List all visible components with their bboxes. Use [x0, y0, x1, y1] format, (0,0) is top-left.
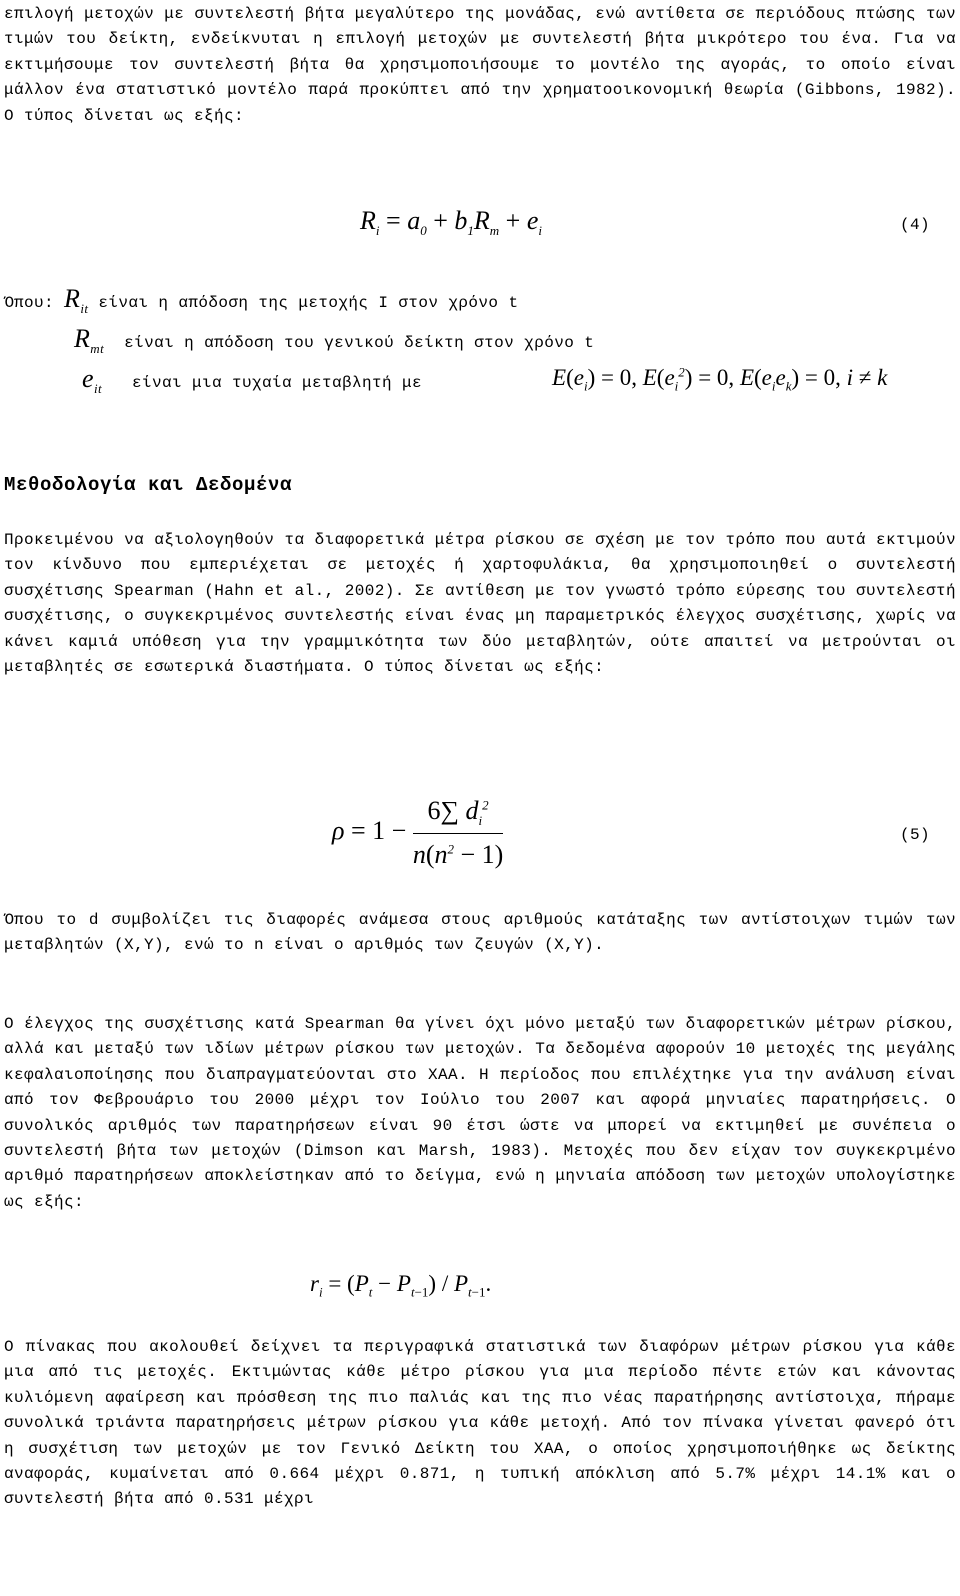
- paragraph-market-model-intro: επιλογή μετοχών με συντελεστή βήτα μεγαλύτερο της μονάδας, ενώ αντίθετα σε περιόδους πτώσης των τιμών του δείκτη, ενδείκνυται η επιλογή μετοχών με συντελεστή βήτα μικρότερο του ένα. Για να εκτιμήσουμε τον συντελεστή βήτα θα χρησιμοποιήσουμε το μοντέλο της αγοράς, το οποίο είναι μάλλον ένα στατιστικό μοντέλο παρά προκύπτει από την χρηματοοικονομική θεωρία (Gibbons, 1982). Ο τύπος δίνεται ως εξής:: [4, 5, 956, 125]
- equation-5-fraction: $\frac{6\sum d_i^2}{n(n^2 - 1)}$: [412, 796, 504, 870]
- definition-rmt: [74, 324, 954, 357]
- symbol-eit: $e_{it}$: [82, 364, 102, 397]
- paragraph-descriptive-stats: Ο πίνακας που ακολουθεί δείχνει τα περιγραφικά στατιστικά των διαφόρων μέτρων ρίσκου για κάθε μια από τις μετοχές. Εκτιμώντας κάθε μέτρο ρίσκου για μια περίοδο πέντε ετών και κάνοντας κυλιόμενη αφαίρεση και πρόσθεση της πιο παλιάς και της πιο νέας παρατήρησης αντίστοιχα, πήραμε συνολικά τριάντα παρατηρήσεις μέτρων ρίσκου για κάθε μετοχή. Από τον πίνακα γίνεται φανερό ότι η συσχέτιση των μετοχών με τον Γενικό Δείκτη του ΧΑΑ, ο οποίος χρησιμοποιήθηκε ως δείκτης αναφοράς, κυμαίνεται από 0.664 μέχρι 0.871, η τυπική απόκλιση από 5.7% μέχρι 14.1% και ο συντελεστή βήτα από 0.531 μέχρι: [4, 1338, 956, 1509]
- paragraph-data-description: Ο έλεγχος της συσχέτισης κατά Spearman θα γίνει όχι μόνο μεταξύ των διαφορετικών μέτρων ρίσκου, αλλά και μεταξύ των ιδίων μέτρων ρίσκου των μετοχών. Τα δεδομένα αφορούν 10 μετοχές της μεγάλης κεφαλαιοποίησης που διαπραγματεύονται στο ΧΑΑ. Η περίοδος που επιλέχτηκε για την ανάλυση είναι από τον Φεβρουάριο του 2000 μέχρι τον Ιούλιο του 2007 και αφορά μηνιαίες παρατηρήσεις. Ο συνολικός αριθμός των παρατηρήσεων είναι 90 έτσι ώστε να μπορεί να εκτιμηθεί με συνέπεια ο συντελεστή βήτα των μετοχών (Dimson και Marsh, 1983). Μετοχές που δεν είχαν τον συγκεκριμένο αριθμό παρατηρήσεων αποκλείστηκαν από το δείγμα, ενώ η μηνιαία απόδοση των μετοχών υπολογίστηκε ως εξής:: [4, 1015, 956, 1211]
- equation-4-formula: $R_i = a_0 + b_1R_m + e_i$: [360, 206, 542, 239]
- paragraph-d-definition: Όπου το d συμβολίζει τις διαφορές ανάμεσα στους αριθμούς κατάταξης των αντίστοιχων τιμών των μεταβλητών (X,Y), ενώ το n είναι ο αριθμός των ζευγών (X,Y).: [4, 911, 956, 955]
- error-term-formula: $E(e_i) = 0$, $E(e_i^2) = 0$, $E(e_ie_k) = 0$, i ≠ k: [552, 364, 888, 394]
- symbol-rmt: $R_{mt}$: [74, 324, 105, 357]
- definition-intro: Όπου:: [4, 294, 55, 312]
- paragraph-spearman-intro: Προκειμένου να αξιολογηθούν τα διαφορετικά μέτρα ρίσκου σε σχέση με τον τρόπο που αυτά εκτιμούν τον κίνδυνο που εμπεριέχεται σε μετοχές ή χαρτοφυλάκια, θα χρησιμοποιηθεί ο συντελεστή συσχέτισης Spearman (Hahn et al., 2002). Σε αντίθεση με τον γνωστό τρόπο εύρεσης του συντελεστή συσχέτισης, ο συγκεκριμένος συντελεστής είναι ένας μη παραμετρικός έλεγχος συσχέτισης, χωρίς να κάνει καμιά υπόθεση για την γραμμικότητα των δύο μεταβλητών, ούτε απαιτεί να μετρούνται οι μεταβλητές σε εσωτερικά διαστήματα. Ο τύπος δίνεται ως εξής:: [4, 531, 956, 677]
- equation-5: [332, 796, 503, 870]
- equation-4-number: (4): [900, 216, 931, 234]
- equation-4: [360, 206, 542, 239]
- return-formula-text: $r_i = (P_t - P_{t-1}) / P_{t-1}$.: [310, 1271, 492, 1300]
- definition-rit: [4, 284, 956, 317]
- definition-rit-text: είναι η απόδοση της μετοχής Ι στον χρόνο t: [98, 294, 519, 312]
- symbol-rit: $R_{it}$: [64, 284, 89, 317]
- return-formula: [310, 1271, 491, 1301]
- error-term-conditions: [552, 364, 887, 394]
- equation-5-number: (5): [900, 826, 931, 844]
- equation-5-formula: ρ = 1 − $\frac{6\sum d_i^2}{n(n^2 - 1)}$: [332, 796, 504, 870]
- section-heading: Μεθοδολογία και Δεδομένα: [4, 474, 293, 496]
- definition-rmt-text: είναι η απόδοση του γενικού δείκτη στον χρόνο t: [124, 334, 595, 352]
- definition-eit-text: είναι μια τυχαία μεταβλητή με: [132, 374, 423, 392]
